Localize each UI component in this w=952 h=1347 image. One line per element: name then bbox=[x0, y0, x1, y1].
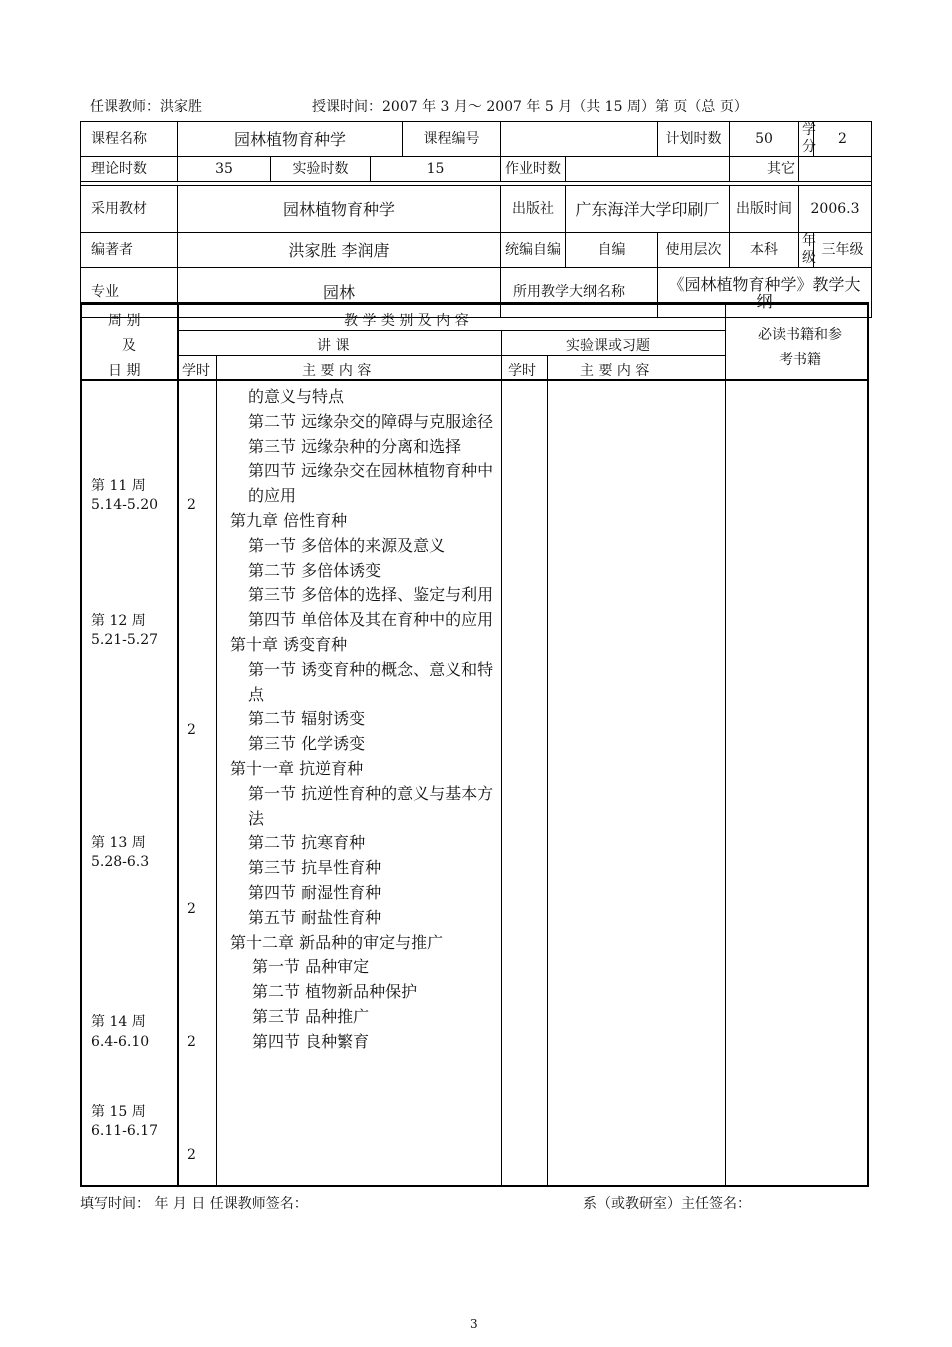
planned-hours-value: 50 bbox=[730, 122, 799, 157]
hours-week-15: 2 bbox=[187, 1147, 196, 1163]
level-value: 本科 bbox=[730, 233, 799, 268]
lab-hours-label: 实验时数 bbox=[271, 157, 371, 182]
content-line: 第十二章 新品种的审定与推广 bbox=[230, 932, 444, 952]
compile-label: 统编自编 bbox=[501, 233, 566, 268]
content-line: 第十章 诱变育种 bbox=[230, 634, 348, 654]
content-line: 第二节 辐射诱变 bbox=[248, 709, 366, 729]
level-label: 使用层次 bbox=[658, 233, 730, 268]
course-code-label: 课程编号 bbox=[403, 122, 501, 157]
content-line: 第十一章 抗逆育种 bbox=[230, 758, 364, 778]
syllabus-value: 《园林植物育种学》教学大纲 bbox=[658, 268, 872, 318]
week-12: 第 12 周 bbox=[91, 613, 146, 629]
content-line: 第九章 倍性育种 bbox=[230, 510, 348, 530]
week-13: 第 13 周 bbox=[91, 835, 146, 851]
pub-time-label: 出版时间 bbox=[730, 186, 799, 233]
dates-13: 5.28-6.3 bbox=[91, 854, 150, 870]
content-line: 第二节 植物新品种保护 bbox=[252, 982, 418, 1002]
course-info-table bbox=[80, 121, 872, 318]
lab-header: 实验课或习题 bbox=[566, 338, 650, 354]
content-line: 第四节 远缘杂交在园林植物育种中的应用 bbox=[248, 461, 494, 506]
content-line: 第二节 抗寒育种 bbox=[248, 833, 366, 853]
lecture-hours-label: 学时 bbox=[182, 363, 210, 379]
theory-hours-value: 35 bbox=[178, 157, 271, 182]
other-value bbox=[799, 157, 872, 182]
textbook-value: 园林植物育种学 bbox=[178, 186, 501, 233]
content-line: 第二节 多倍体诱变 bbox=[248, 560, 382, 580]
publisher-label: 出版社 bbox=[501, 186, 566, 233]
page-number: 3 bbox=[470, 1317, 478, 1331]
week-14: 第 14 周 bbox=[91, 1014, 146, 1030]
content-line: 第四节 单倍体及其在育种中的应用 bbox=[248, 610, 494, 630]
planned-hours-label: 计划时数 bbox=[658, 122, 730, 157]
lecture-content-label: 主 要 内 容 bbox=[302, 363, 372, 379]
content-line: 第一节 抗逆性育种的意义与基本方法 bbox=[248, 783, 494, 828]
course-name-label: 课程名称 bbox=[81, 122, 178, 157]
credits-value: 2 bbox=[814, 122, 872, 157]
director-signature-label: 系（或教研室）主任签名： bbox=[583, 1196, 751, 1212]
week-col-line1: 周 别 bbox=[108, 313, 141, 329]
lab-hours-label: 学时 bbox=[508, 363, 536, 379]
lab-content-label: 主 要 内 容 bbox=[580, 363, 650, 379]
dates-14: 6.4-6.10 bbox=[91, 1034, 150, 1050]
content-line: 第一节 多倍体的来源及意义 bbox=[248, 535, 446, 555]
course-name-value: 园林植物育种学 bbox=[178, 122, 403, 157]
fill-time-label: 填写时间： 年 月 日 任课教师签名： bbox=[80, 1196, 308, 1212]
content-line: 第三节 远缘杂种的分离和选择 bbox=[248, 436, 462, 456]
course-code-value bbox=[501, 122, 658, 157]
week-col-line3: 日 期 bbox=[108, 363, 141, 379]
teacher-label: 任课教师：洪家胜 bbox=[90, 99, 202, 115]
homework-hours-label: 作业时数 bbox=[501, 157, 566, 182]
author-label: 编著者 bbox=[81, 233, 178, 268]
hours-week-11: 2 bbox=[187, 497, 196, 513]
credits-label: 学分 bbox=[799, 122, 814, 157]
syllabus-label: 所用教学大纲名称 bbox=[501, 268, 658, 318]
content-line: 第四节 良种繁育 bbox=[252, 1031, 370, 1051]
major-value: 园林 bbox=[178, 268, 501, 318]
dates-15: 6.11-6.17 bbox=[91, 1123, 159, 1139]
textbook-label: 采用教材 bbox=[81, 186, 178, 233]
content-line: 第三节 抗旱性育种 bbox=[248, 858, 382, 878]
grade-value: 三年级 bbox=[814, 233, 872, 268]
other-label: 其它 bbox=[730, 157, 799, 182]
content-line: 第一节 诱变育种的概念、意义和特点 bbox=[248, 659, 494, 704]
content-line: 第三节 品种推广 bbox=[252, 1006, 370, 1026]
week-15: 第 15 周 bbox=[91, 1104, 146, 1120]
publisher-value: 广东海洋大学印刷厂 bbox=[566, 186, 730, 233]
schedule-table bbox=[80, 302, 869, 1187]
content-line: 第二节 远缘杂交的障碍与克服途径 bbox=[248, 411, 494, 431]
content-line: 的意义与特点 bbox=[248, 387, 345, 406]
content-line: 第五节 耐盐性育种 bbox=[248, 907, 382, 927]
pub-time-value: 2006.3 bbox=[799, 186, 872, 233]
lecture-content bbox=[230, 385, 500, 1055]
content-line: 第三节 多倍体的选择、鉴定与利用 bbox=[248, 585, 494, 605]
content-line: 第四节 耐湿性育种 bbox=[248, 882, 382, 902]
books-header: 必读书籍和参考书籍 bbox=[758, 327, 842, 368]
hours-week-12: 2 bbox=[187, 722, 196, 738]
homework-hours-value bbox=[566, 157, 730, 182]
grade-label: 年级 bbox=[799, 233, 814, 268]
teaching-time-label: 授课时间：2007 年 3 月～ 2007 年 5 月（共 15 周）第 页（总 页） bbox=[312, 99, 748, 115]
author-value: 洪家胜 李润唐 bbox=[178, 233, 501, 268]
compile-value: 自编 bbox=[566, 233, 658, 268]
lab-hours-value: 15 bbox=[371, 157, 501, 182]
dates-11: 5.14-5.20 bbox=[91, 497, 159, 513]
week-col-line2: 及 bbox=[122, 338, 136, 354]
lecture-header: 讲 课 bbox=[317, 338, 350, 354]
hours-week-13: 2 bbox=[187, 901, 196, 917]
content-line: 第一节 品种审定 bbox=[252, 957, 370, 977]
content-line: 第三节 化学诱变 bbox=[248, 734, 366, 754]
hours-week-14: 2 bbox=[187, 1034, 196, 1050]
major-label: 专业 bbox=[81, 268, 178, 318]
theory-hours-label: 理论时数 bbox=[81, 157, 178, 182]
dates-12: 5.21-5.27 bbox=[91, 632, 159, 648]
week-11: 第 11 周 bbox=[91, 478, 146, 494]
category-header: 教 学 类 别 及 内 容 bbox=[344, 313, 469, 329]
